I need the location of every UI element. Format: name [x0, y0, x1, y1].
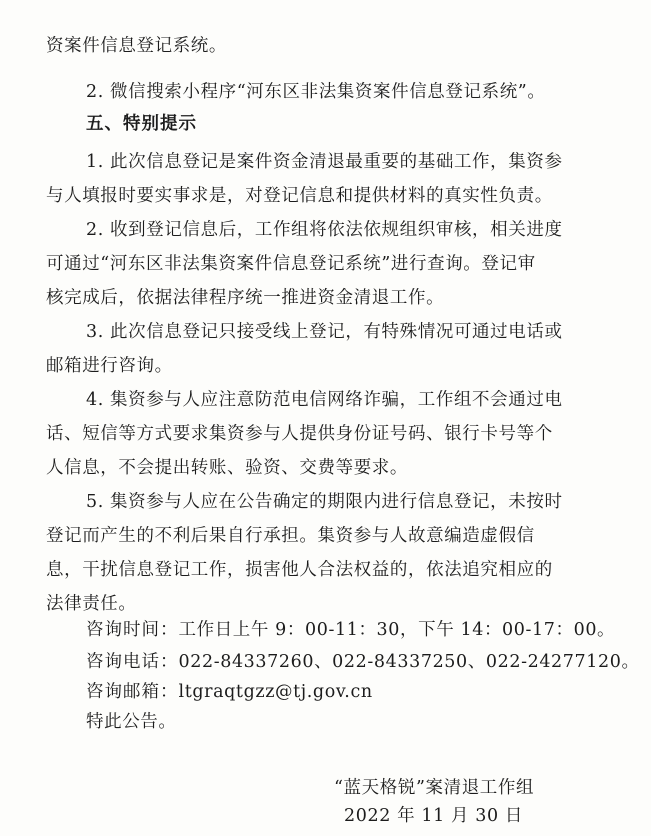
text-line-6: 可通过“河东区非法集资案件信息登记系统”进行查询。登记审	[46, 254, 536, 274]
signature-date: 2022 年 11 月 30 日	[344, 806, 523, 826]
text-line-2: 2. 微信搜索小程序“河东区非法集资案件信息登记系统”。	[86, 82, 546, 102]
contact-hours-label: 咨询时间：	[86, 620, 179, 640]
text-line-11: 话、短信等方式要求集资参与人提供身份证号码、银行卡号等个	[46, 424, 553, 444]
text-line-9: 邮箱进行咨询。	[46, 356, 173, 376]
contact-email-row	[86, 680, 373, 704]
closing-text: 特此公告。	[86, 712, 177, 732]
contact-phone-value: 022-84337260、022-84337250、022-24277120。	[178, 652, 640, 672]
contact-phone-label: 咨询电话：	[86, 652, 179, 672]
text-line-16: 法律责任。	[46, 594, 137, 614]
contact-hours-value: 工作日上午 9：00-11：30，下午 14：00-17：00。	[178, 620, 616, 640]
text-line-13: 5. 集资参与人应在公告确定的期限内进行信息登记，未按时	[86, 492, 563, 512]
text-line-4: 与人填报时要实事求是，对登记信息和提供材料的真实性负责。	[46, 186, 553, 206]
contact-phone-row	[86, 650, 640, 674]
text-line-12: 人信息，不会提出转账、验资、交费等要求。	[46, 458, 408, 478]
text-line-14: 登记而产生的不利后果自行承担。集资参与人故意编造虚假信	[46, 526, 535, 546]
contact-hours-row	[86, 618, 615, 642]
section-heading: 五、特别提示	[86, 114, 197, 134]
text-line-1: 资案件信息登记系统。	[46, 36, 227, 56]
text-line-8: 3. 此次信息登记只接受线上登记，有特殊情况可通过电话或	[86, 322, 563, 342]
text-line-3: 1. 此次信息登记是案件资金清退最重要的基础工作，集资参	[86, 152, 563, 172]
text-line-5: 2. 收到登记信息后，工作组将依法依规组织审核，相关进度	[86, 220, 563, 240]
text-line-7: 核完成后，依据法律程序统一推进资金清退工作。	[46, 288, 445, 308]
contact-email-value: ltgraqtgzz@tj.gov.cn	[178, 682, 373, 702]
text-line-10: 4. 集资参与人应注意防范电信网络诈骗，工作组不会通过电	[86, 390, 563, 410]
signature-organization: “蓝天格锐”案清退工作组	[334, 778, 535, 798]
contact-email-label: 咨询邮箱：	[86, 682, 179, 702]
text-line-15: 息，干扰信息登记工作，损害他人合法权益的，依法追究相应的	[46, 560, 553, 580]
